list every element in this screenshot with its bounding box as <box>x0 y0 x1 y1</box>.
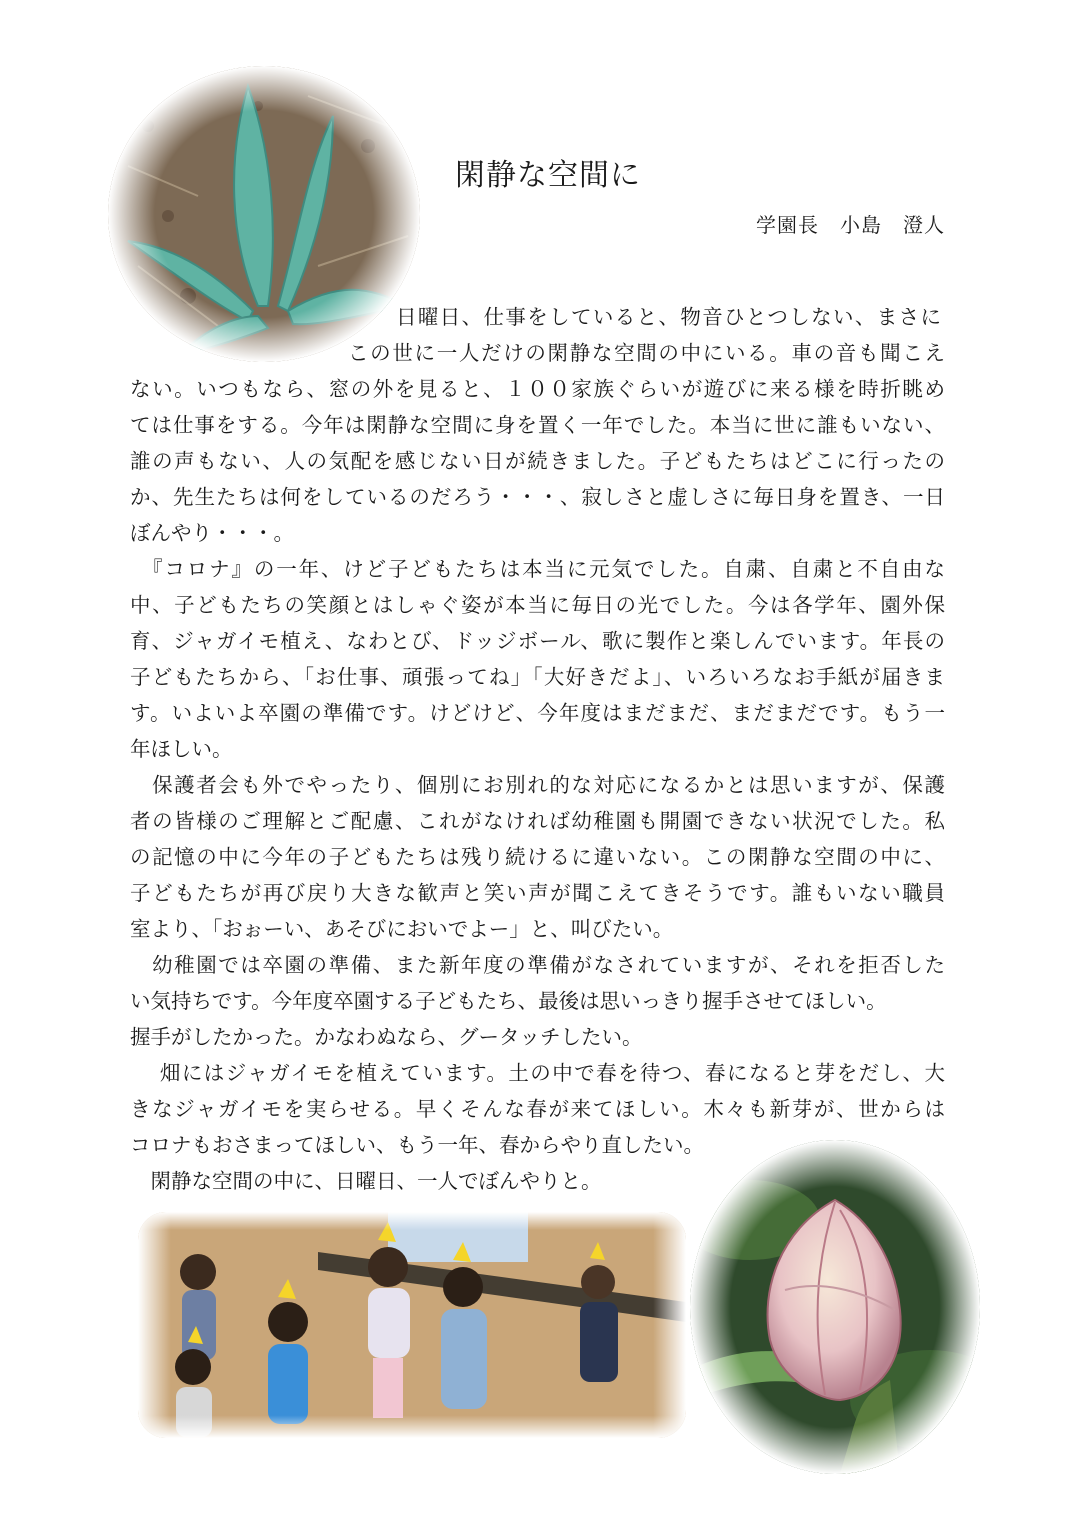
body-line-4: ては仕事をする。今年は閑静な空間に身を置く一年でした。本当に世に誰もいない、 <box>130 413 945 437</box>
body-line-17: 子どもたちが再び戻り大きな歓声と笑い声が聞こえてきそうです。誰もいない職員 <box>130 881 945 905</box>
body-line-19: 幼稚園では卒園の準備、また新年度の準備がなされていますが、それを拒否した <box>130 953 945 977</box>
body-line-24: コロナもおさまってほしい、もう一年、春からやり直したい。 <box>130 1133 704 1157</box>
children-playground-photo <box>138 1212 686 1438</box>
author-line: 学園長 小島 澄人 <box>756 213 945 237</box>
body-line-11: 子どもたちから、「お仕事、頑張ってね」「大好きだよ」、いろいろなお手紙が届きま <box>130 665 945 689</box>
body-line-23: きなジャガイモを実らせる。早くそんな春が来てほしい。木々も新芽が、世からは <box>130 1097 945 1121</box>
body-line-9: 中、子どもたちの笑顔とはしゃぐ姿が本当に毎日の光でした。今は各学年、園外保 <box>130 593 945 617</box>
body-line-6: か、先生たちは何をしているのだろう・・・、寂しさと虚しさに毎日身を置き、一日 <box>130 485 945 509</box>
body-line-18: 室より、「おぉーい、あそびにおいでよー」と、叫びたい。 <box>130 917 674 941</box>
body-line-10: 育、ジャガイモ植え、なわとび、ドッジボール、歌に製作と楽しんでいます。年長の <box>130 629 945 653</box>
body-line-15: 者の皆様のご理解とご配慮、これがなければ幼稚園も開園できない状況でした。私 <box>130 809 945 833</box>
body-line-8: 『コロナ』の一年、けど子どもたちは本当に元気でした。自粛、自粛と不自由な <box>130 557 945 581</box>
body-line-22: 畑にはジャガイモを植えています。土の中で春を待つ、春になると芽をだし、大 <box>130 1061 945 1085</box>
page-title: 閑静な空間に <box>455 158 641 193</box>
body-line-14: 保護者会も外でやったり、個別にお別れ的な対応になるかとは思いますが、保護 <box>130 773 945 797</box>
body-line-2: この世に一人だけの閑静な空間の中にいる。車の音も聞こえ <box>348 341 945 365</box>
body-line-5: 誰の声もない、人の気配を感じない日が続きました。子どもたちはどこに行ったの <box>130 449 945 473</box>
flower-bud-photo <box>690 1140 980 1474</box>
body-line-1: 日曜日、仕事をしていると、物音ひとつしない、まさに <box>396 305 941 329</box>
body-line-12: す。いよいよ卒園の準備です。けどけど、今年度はまだまだ、まだまだです。もう一 <box>130 701 945 725</box>
body-line-21: 握手がしたかった。かなわぬなら、グータッチしたい。 <box>130 1025 643 1049</box>
body-line-25: 閑静な空間の中に、日曜日、一人でぼんやりと。 <box>130 1169 602 1193</box>
body-line-7: ぼんやり・・・。 <box>130 521 294 545</box>
body-line-16: の記憶の中に今年の子どもたちは残り続けるに違いない。この閑静な空間の中に、 <box>130 845 945 869</box>
body-line-20: い気持ちです。今年度卒園する子どもたち、最後は思いっきり握手させてほしい。 <box>130 989 887 1013</box>
tulip-sprout-photo <box>108 66 420 362</box>
body-line-13: 年ほしい。 <box>130 737 233 761</box>
body-line-3: ない。いつもなら、窓の外を見ると、１００家族ぐらいが遊びに来る様を時折眺め <box>130 377 945 401</box>
